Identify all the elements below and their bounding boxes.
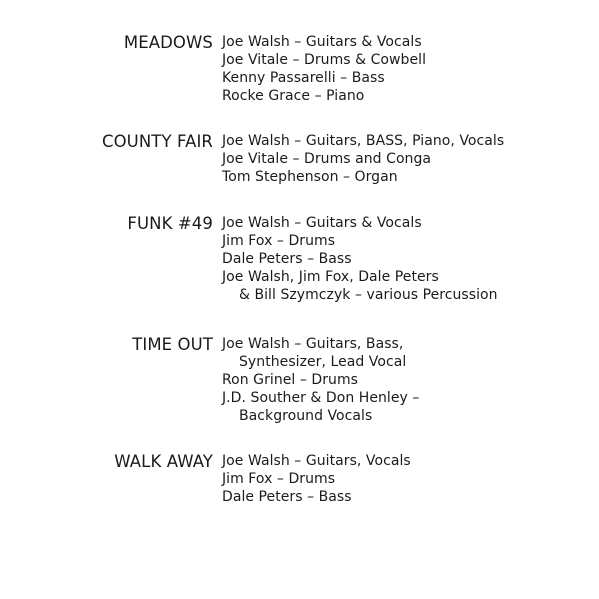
- credit-line: Joe Walsh – Guitars, BASS, Piano, Vocals: [222, 133, 505, 149]
- credit-line: Joe Walsh, Jim Fox, Dale Peters: [222, 269, 439, 285]
- credit-line: Rocke Grace – Piano: [222, 88, 365, 104]
- credit-line: J.D. Souther & Don Henley –: [222, 390, 420, 406]
- credit-line: Joe Walsh – Guitars, Vocals: [222, 453, 411, 469]
- song-title: COUNTY FAIR: [101, 132, 213, 151]
- credit-line: & Bill Szymczyk – various Percussion: [239, 287, 498, 303]
- credit-line: Jim Fox – Drums: [222, 471, 336, 487]
- song-title: MEADOWS: [123, 33, 213, 52]
- credit-line: Joe Vitale – Drums and Conga: [222, 151, 432, 167]
- credit-line: Dale Peters – Bass: [222, 489, 352, 505]
- credit-line: Jim Fox – Drums: [222, 233, 336, 249]
- credit-line: Ron Grinel – Drums: [222, 372, 358, 388]
- song-title: FUNK #49: [127, 214, 213, 233]
- song-title: WALK AWAY: [114, 452, 213, 471]
- credit-line: Tom Stephenson – Organ: [222, 169, 398, 185]
- credit-line: Background Vocals: [239, 408, 373, 424]
- song-block-time-out: [0, 335, 599, 424]
- credit-line: Joe Walsh – Guitars, Bass,: [222, 336, 404, 352]
- song-block-meadows: [0, 33, 599, 104]
- song-block-funk-49: [0, 214, 599, 303]
- song-title: TIME OUT: [132, 335, 213, 354]
- credit-lines: [222, 452, 411, 506]
- credit-lines: [222, 335, 419, 425]
- credit-line: Joe Walsh – Guitars & Vocals: [222, 215, 422, 231]
- song-block-walk-away: [0, 452, 599, 505]
- credit-line: Kenny Passarelli – Bass: [222, 70, 385, 86]
- credit-lines: [222, 214, 498, 304]
- credit-line: Synthesizer, Lead Vocal: [239, 354, 407, 370]
- credit-line: Joe Vitale – Drums & Cowbell: [222, 52, 427, 68]
- credit-lines: [222, 33, 426, 105]
- credit-line: Dale Peters – Bass: [222, 251, 352, 267]
- credit-lines: [222, 132, 504, 186]
- song-block-county-fair: [0, 132, 599, 185]
- credit-line: Joe Walsh – Guitars & Vocals: [222, 34, 422, 50]
